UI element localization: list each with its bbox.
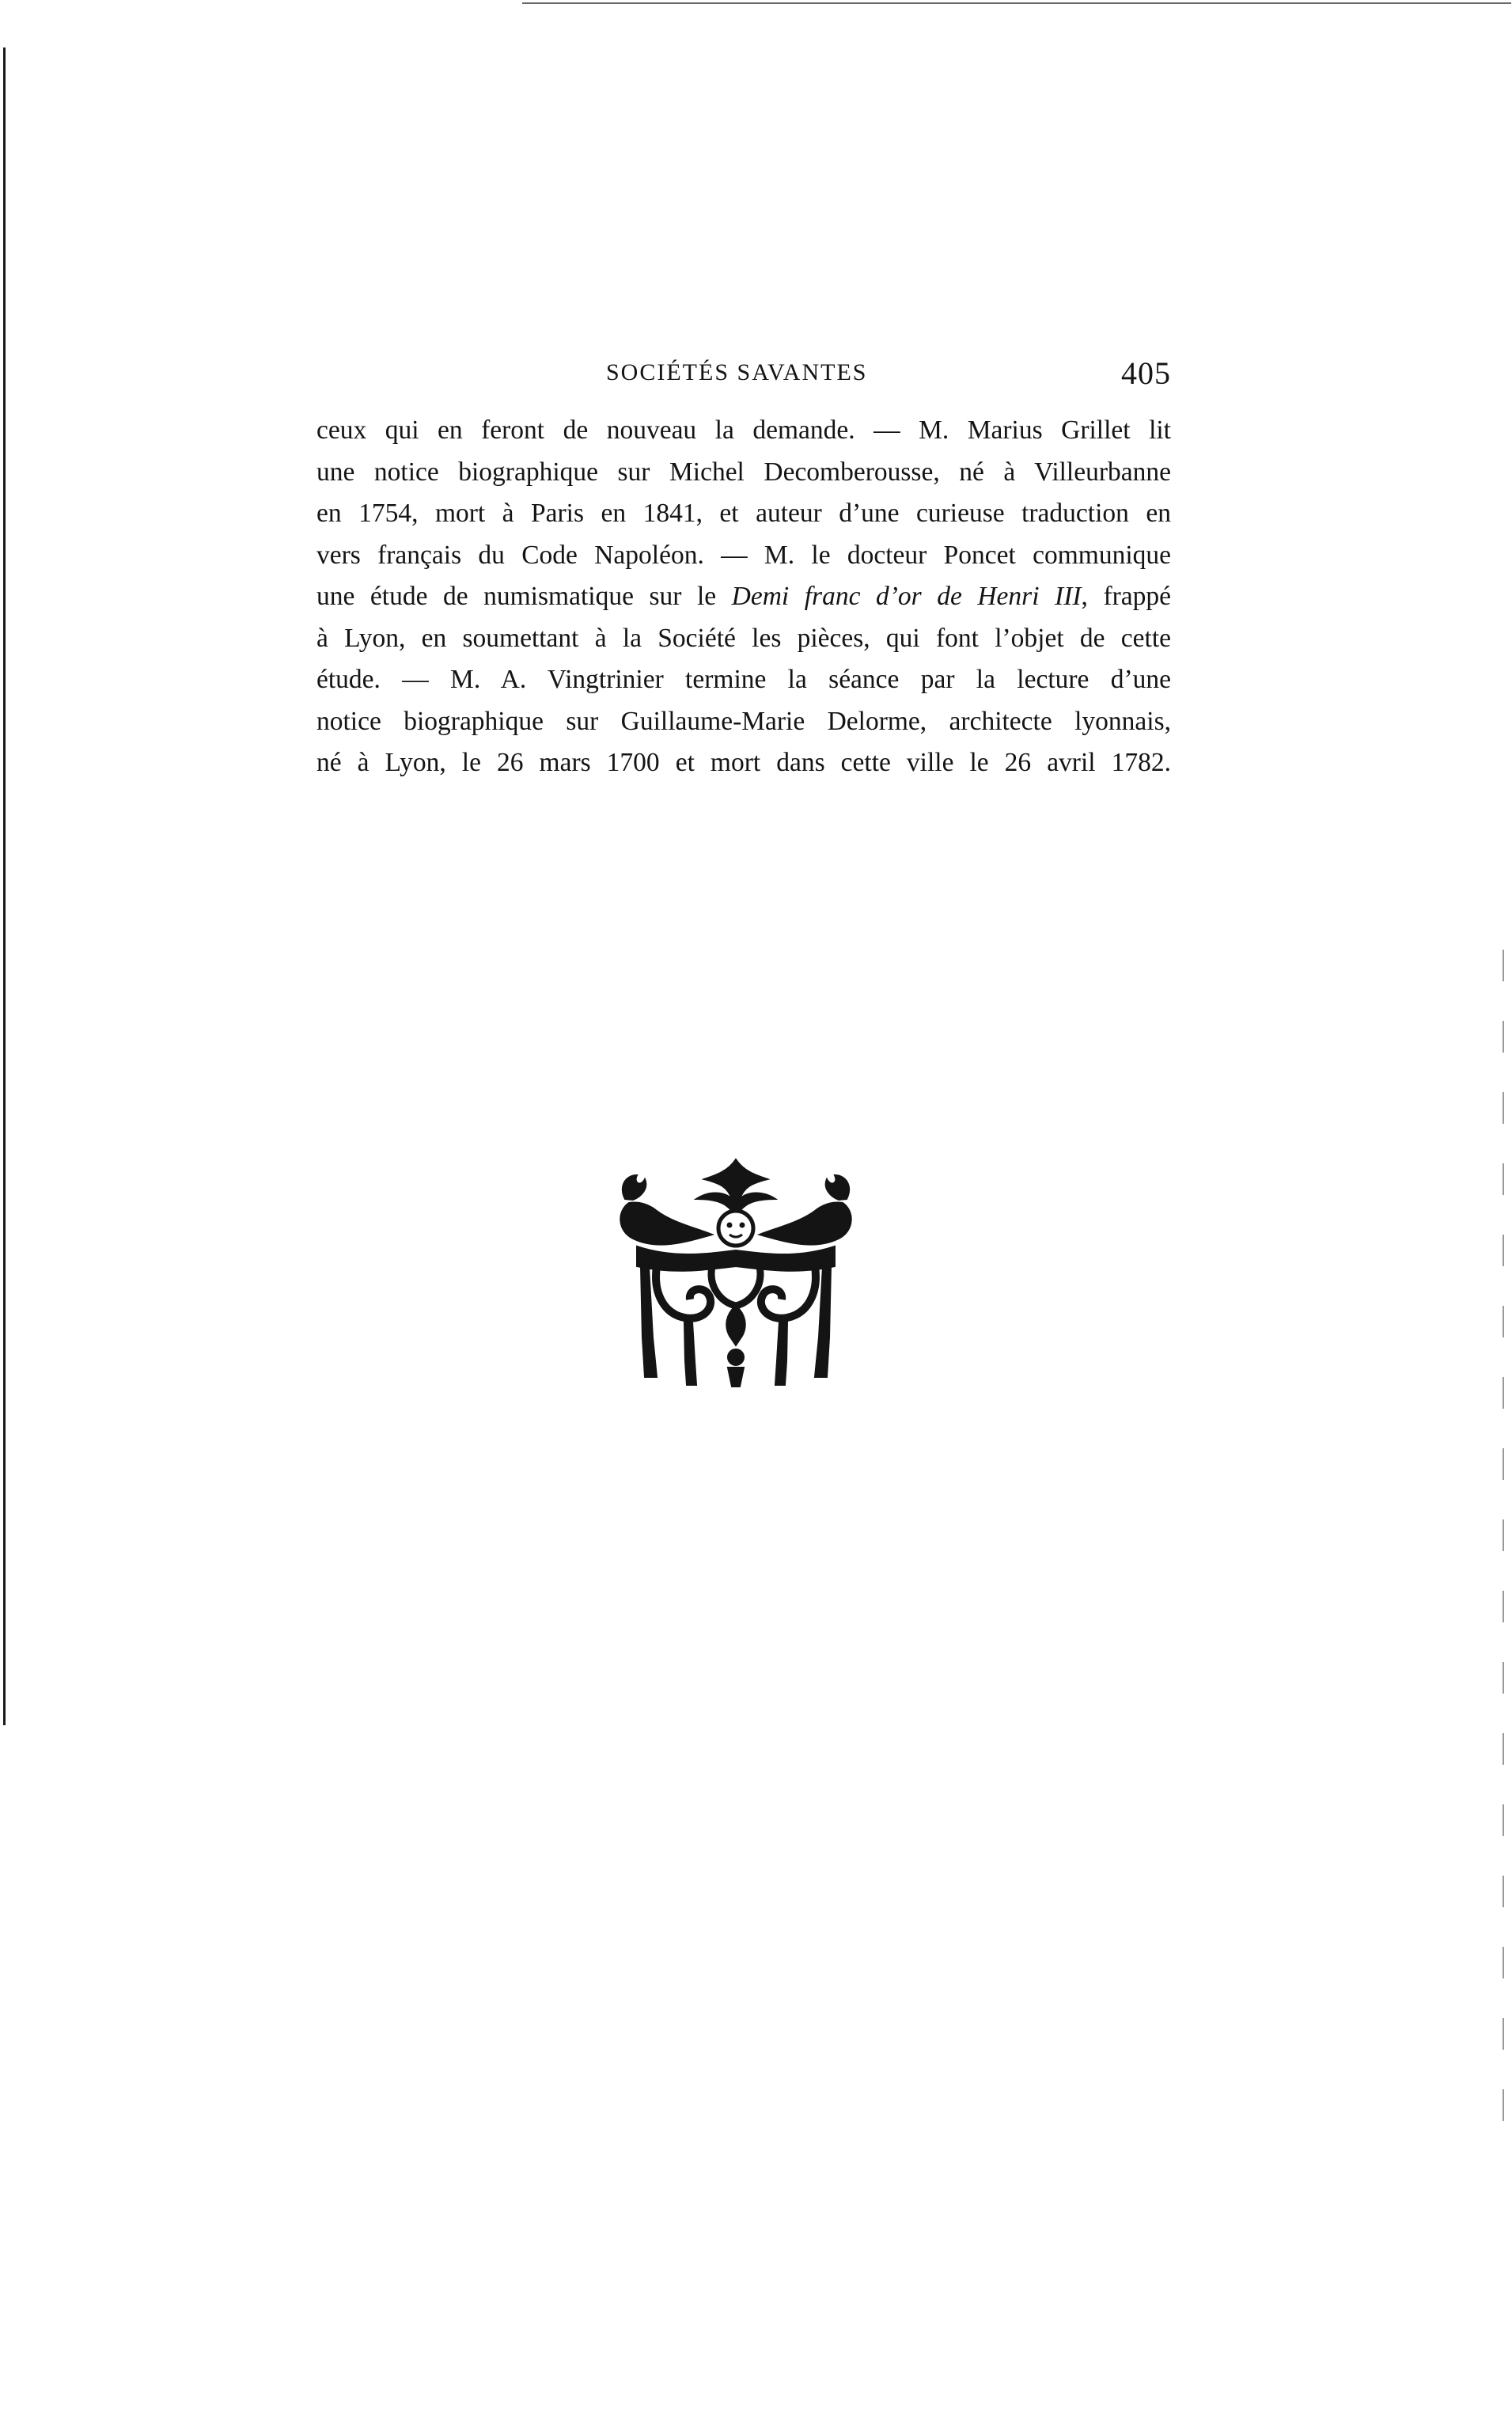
text-line: vers français du Code Napoléon. — M. le docteur Poncet communique (316, 540, 1171, 570)
scan-right-edge (1503, 950, 1504, 2137)
body-paragraph (316, 410, 1171, 784)
fleuron-tailpiece-icon (609, 1155, 862, 1393)
text-line: étude. — M. A. Vingtrinier termine la séance par la lecture d’une (316, 665, 1171, 694)
scan-top-edge (522, 2, 1511, 4)
text-line: une notice biographique sur Michel Decomberousse, né à Villeurbanne (316, 457, 1171, 487)
text-line: né à Lyon, le 26 mars 1700 et mort dans cette ville le 26 avril 1782. (316, 748, 1171, 777)
running-title: SOCIÉTÉS SAVANTES (606, 359, 868, 385)
page-number: 405 (1121, 355, 1171, 391)
text-line: à Lyon, en soumettant à la Société les pièces, qui font l’objet de cette (316, 623, 1171, 653)
running-head (316, 355, 1171, 402)
text-fragment: une étude de numismatique sur le (316, 582, 732, 611)
coin-title: Demi franc d’or de Henri III (731, 582, 1082, 611)
text-line-with-title (316, 576, 1171, 618)
text-line: en 1754, mort à Paris en 1841, et auteur d’une curieuse traduction en (316, 499, 1171, 528)
text-fragment: , frappé (1081, 582, 1171, 611)
text-line: notice biographique sur Guillaume-Marie Delorme, architecte lyonnais, (316, 706, 1171, 736)
scan-margin-edge (3, 47, 6, 1725)
text-line: ceux qui en feront de nouveau la demande. — M. Marius Grillet lit (316, 415, 1171, 445)
